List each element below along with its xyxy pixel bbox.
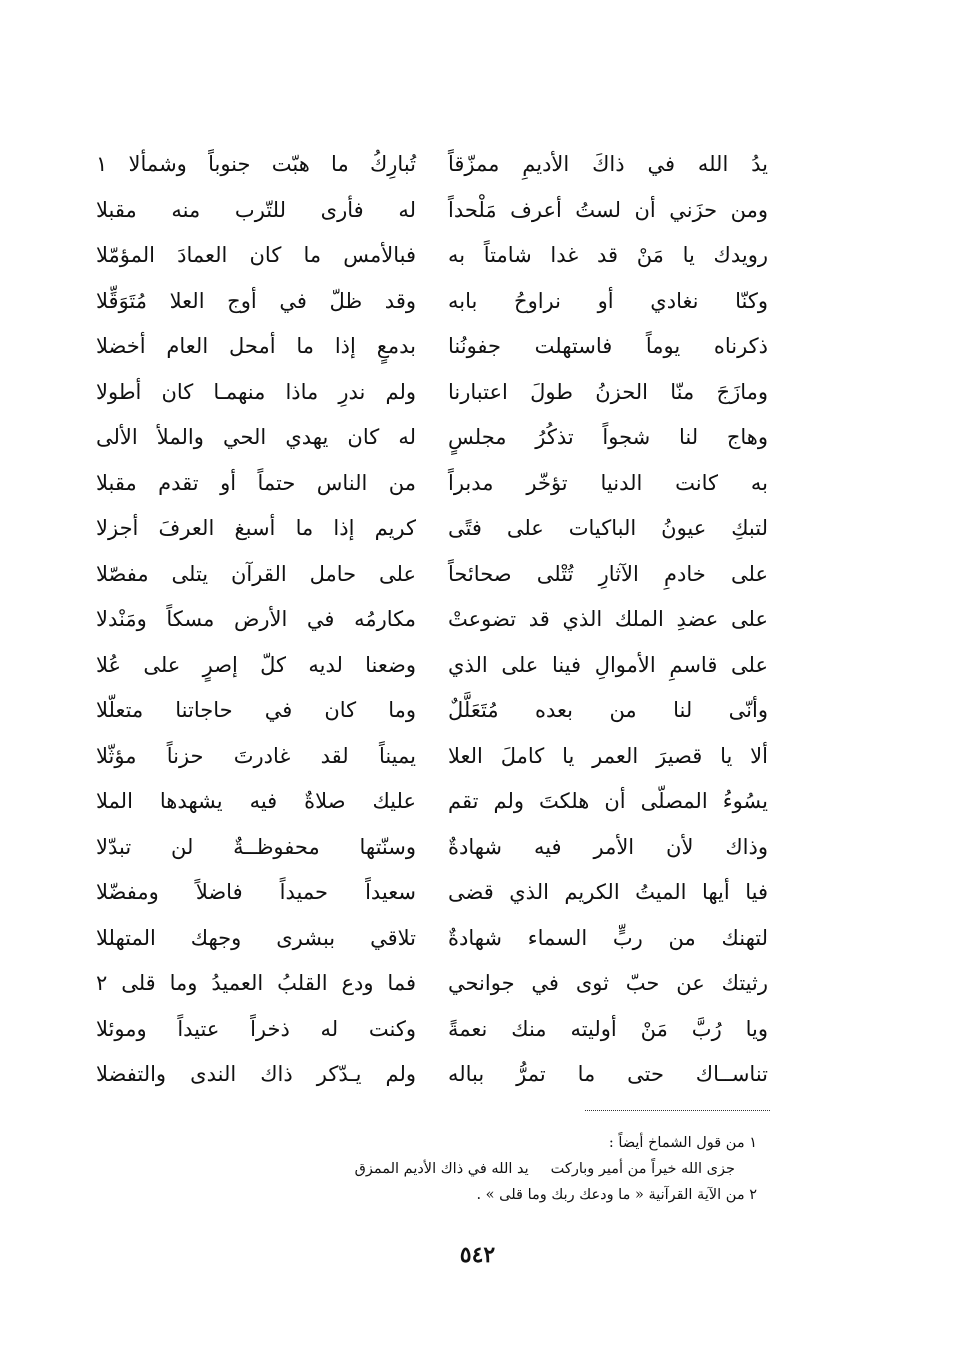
verse-line: له كان يهدي الحي والملأ الألى <box>96 425 416 449</box>
footnote-separator <box>585 1110 770 1111</box>
verse-line: ولم يـدّكر ذاك الندى والتفضلا <box>96 1062 416 1086</box>
verse-line: وضعنا لديه كلّ إصرٍ على عُلا <box>96 652 416 677</box>
footnote-2: ٢ من الآية القرآنية « ما ودعك ربك وما قلى » . <box>476 1187 757 1203</box>
verse-line: كريم إذا ما أسبغ العرفَ أجزلا <box>96 516 416 540</box>
verse-line: وذاك لأن الأمر فيه شهادةٌ <box>448 834 768 859</box>
poem-column-right <box>448 142 768 1098</box>
verse-line: يميناً لقد غادرتَ حزناً مؤثّلا <box>96 743 416 768</box>
verse-line: لتبكِ عيونُ الباكيات على فتًى <box>448 516 768 540</box>
verse-line: ولم ندرِ ماذا منهمـا كان أطولا <box>96 379 416 404</box>
verse-line: عليك صلاةٌ فيه يشهدها الملا <box>96 789 416 813</box>
verse-line: وقد ظلّ في أوج العلا مُتَوَقِّلا <box>96 288 416 313</box>
verse-line: فما ودع القلبُ العميدُ وما قلى ٢ <box>96 971 416 995</box>
verse-line: وهاج لنا شجواً تذكُرُ مجلسٍ <box>448 425 768 449</box>
verse-line: وأنّى لنا من بعده مُتَعَلَّلٌ <box>448 698 768 722</box>
verse-line: وسنّتها محفوظــةٌ لن تبدّلا <box>96 834 416 859</box>
verse-line: له فأرى للتّرب منه مقبلا <box>96 197 416 222</box>
verse-line: بدمعٍ إذا ما أمحل العام أخضلا <box>96 334 416 358</box>
verse-line: من الناس حتماً أو تقدم مقبلا <box>96 470 416 495</box>
verse-line: فيا أيها الميتُ الكريم الذي قضى <box>448 880 768 904</box>
verse-line: فبالأمس ما كان العمادَ المؤمّلا <box>96 243 416 267</box>
verse-line: لتهنك من ربٍّ السماء شهادةٌ <box>448 925 768 950</box>
verse-line: على خادمِ الآثارِ تُتْلى صحائحاً <box>448 561 768 586</box>
poem-column-left <box>96 142 416 1098</box>
verse-line: على قاسمِ الأموالِ فينا على الذي <box>448 652 768 677</box>
verse-line: يدُ الله في ذاكَ الأديمِ ممزّقاً <box>448 152 768 176</box>
verse-line: وما كان في حاجاتنا متعلّلا <box>96 698 416 722</box>
page-number: ٥٤٢ <box>459 1242 496 1268</box>
verse-line: ومن حزَني أن لستُ أعرف مَلْحداً <box>448 197 768 222</box>
verse-line: ويا رُبَّ مَنْ أوليته منك نعمةً <box>448 1016 768 1041</box>
verse-line: به كانت الدنيا تؤخّر مدبراً <box>448 470 768 495</box>
verse-line: تُبارِكُ ما هبّت جنوباً وشمألا ١ <box>96 152 416 176</box>
verse-line: تناســاك حتى ما تمرُّ بباله <box>448 1062 768 1086</box>
verse-line: سعيداً حميداً فاضلاً ومفضّلا <box>96 880 416 904</box>
verse-line: ألا يا قصيرَ العمر يا كاملَ العلا <box>448 743 768 768</box>
verse-line: رثيتك عن حبّ ثوى في جوانحي <box>448 971 768 995</box>
footnote-1-intro: ١ من قول الشماخ أيضاً : <box>608 1135 757 1151</box>
verse-line: تلاقي ببشرى وجهك المتهللا <box>96 925 416 950</box>
verse-line: ومازَجَ منّا الحزنُ طولَ اعتبارنا <box>448 379 768 404</box>
footnote-1-verse <box>177 1156 757 1182</box>
verse-line: ذكرناه يوماً فاستهلت جفونُنا <box>448 334 768 358</box>
verse-line: على حامل القرآن يتلى مفصّلا <box>96 561 416 586</box>
verse-line: على عضدِ الملك الذي قد تضوعتْ <box>448 607 768 631</box>
verse-line: رويدك يا مَنْ قد غدا شامتاً به <box>448 243 768 267</box>
verse-line: وكنّا نغادي أو نراوحُ بابه <box>448 288 768 313</box>
footnote-1-hemistich-b: يد الله في ذاك الأديم الممزق <box>354 1161 529 1177</box>
footnote-1-hemistich-a: جزى الله خيراً من أمير وباركت <box>550 1161 735 1177</box>
verse-line: يسُوءُ المصلّى أن هلكتَ ولم تقم <box>448 789 768 813</box>
footnotes <box>177 1130 757 1208</box>
verse-line: مكارمُه في الأرض مسكاً ومَنْدلا <box>96 607 416 631</box>
verse-line: وكنت له ذخراً عتيداً وموئلا <box>96 1016 416 1041</box>
